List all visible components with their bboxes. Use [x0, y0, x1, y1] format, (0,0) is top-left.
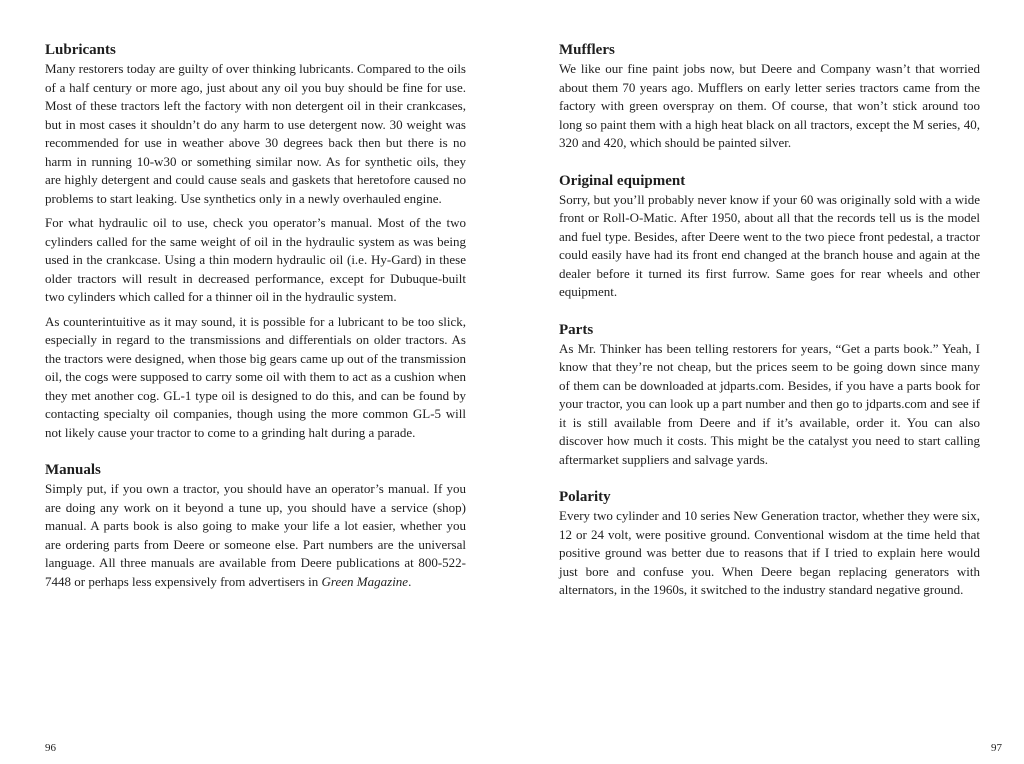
paragraph: For what hydraulic oil to use, check you operator’s manual. Most of the two cylinders called for the same weight of oil in the hydraulic system as was being used in the crankcase. Using a thin modern hydraulic oil (i.e. Hy-Gard) in these older tractors will result in decreased performance, except for Dubuque-built two cylinders which called for a thinner oil in the hydraulic system. [45, 215, 466, 304]
paragraph-text-end: . [408, 573, 412, 589]
paragraph: Many restorers today are guilty of over thinking lubricants. Compared to the oils of a half century or more ago, just about any oil you buy should be fine for use. Most of these tractors left the factory with non detergent oil in their crankcases, but in most cases it shouldn’t do any harm to use detergent now. 30 weight was recommended for use in weather above 30 degrees back then but there is no harm in running 10-w30 or something similar now. As for synthetic oils, they are highly detergent and could cause seals and gaskets that heretofore caused no problems to start leaking. Use synthetics only in a newly overhauled engine. [45, 61, 466, 206]
right-page [512, 0, 1024, 764]
page-number-right: 97 [991, 742, 1002, 754]
paragraph: Sorry, but you’ll probably never know if your 60 was originally sold with a wide front or Roll-O-Matic. After 1950, about all that the records tell us is the model and fuel type. Besides, after Deere went to the two piece front pedestal, a tractor could easily have had its front end changed at the branch house and again at the dealer before it turned its first furrow. Same goes for rear wheels and other equipment. [559, 191, 980, 299]
section-parts [559, 320, 980, 470]
section-polarity [559, 487, 980, 600]
paragraph: Every two cylinder and 10 series New Generation tractor, whether they were six, 12 or 24 volt, were positive ground. Conventional wisdom at the time held that positive ground was better due to reasons that if I tried to explain here would just bore and confuse you. When Deere began replacing generators with alternators, in the 1960s, it switched to the industry standard negative ground. [559, 508, 980, 597]
section-original-equipment [559, 171, 980, 302]
section-heading: Mufflers [559, 42, 615, 58]
paragraph: As counterintuitive as it may sound, it is possible for a lubricant to be too slick, especially in regard to the transmissions and differentials on older tractors. As the tractors were designed, when those big gears came up out of the transmission oil, the cogs were supposed to carry some oil with them to act as a cushion when they met another cog. GL-1 type oil is designed to do this, and can be found by contacting specialty oil companies, though using the more common GL-5 will not likely cause your tractor to come to a grinding halt during a parade. [45, 313, 466, 440]
section-heading: Polarity [559, 489, 611, 505]
paragraph: We like our fine paint jobs now, but Deere and Company wasn’t that worried about them 70 years ago. Mufflers on early letter series tractors came from the factory with green overspray on them. Of course, that won’t stick around too long so paint them with a high heat black on all tractors, except the M series, 40, 320 and 420, which should be painted silver. [559, 61, 980, 150]
section-heading: Parts [559, 321, 594, 338]
section-mufflers [559, 40, 980, 153]
section-heading: Manuals [45, 462, 101, 478]
paragraph: As Mr. Thinker has been telling restorers for years, “Get a parts book.” Yeah, I know that they’re not cheap, but the prices seem to be going down since many of them can be downloaded at jdparts.com. Besides, if you have a parts book for your tractor, you can look up a part number and then go to jdparts.com and see if it is still available from Deere and if it’s available, order it. You can also discover how much it costs. This might be the catalyst you need to start calling aftermarket suppliers and salvage yards. [559, 340, 980, 467]
section-heading: Lubricants [45, 42, 116, 58]
section-manuals [45, 460, 466, 591]
magazine-title: Green Magazine [321, 573, 409, 589]
right-page-column [559, 40, 980, 600]
paragraph [45, 480, 466, 591]
section-heading: Original equipment [559, 172, 686, 189]
section-lubricants [45, 40, 466, 442]
page-number-left: 96 [45, 742, 56, 754]
paragraph-text: Simply put, if you own a tractor, you should have an operator’s manual. If you are doing any work on it beyond a tune up, you should have a service (shop) manual. A parts book is also going to make your life a lot easier, whether you are ordering parts from Deere or someone else. Part numbers are the universal language. All three manuals are available from Deere publications at 800-522-7448 or perhaps less expensively from advertisers in [45, 481, 466, 589]
left-page-column [45, 40, 466, 591]
